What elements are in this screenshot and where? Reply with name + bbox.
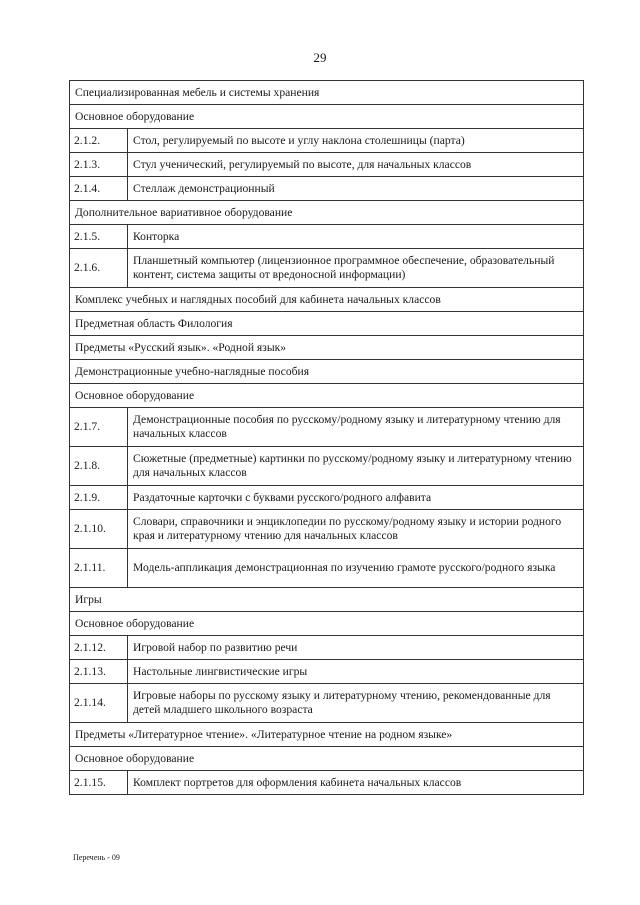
item-number: 2.1.12. [70,636,128,660]
table-row [70,447,584,486]
section-title: Основное оборудование [70,612,584,636]
item-description: Стеллаж демонстрационный [128,177,584,201]
item-description: Комплект портретов для оформления кабинета начальных классов [128,771,584,795]
section-header-row [70,201,584,225]
section-title: Основное оборудование [70,747,584,771]
item-description: Модель-аппликация демонстрационная по изучению грамоте русского/родного языка [128,549,584,588]
item-description: Игровые наборы по русскому языку и литературному чтению, рекомендованные для детей младшего школьного возраста [128,684,584,723]
item-number: 2.1.9. [70,486,128,510]
item-description: Конторка [128,225,584,249]
section-header-row [70,612,584,636]
section-header-row [70,288,584,312]
section-header-row [70,81,584,105]
section-title: Предметы «Литературное чтение». «Литературное чтение на родном языке» [70,723,584,747]
item-description: Демонстрационные пособия по русскому/родному языку и литературному чтению для начальных классов [128,408,584,447]
section-title: Основное оборудование [70,105,584,129]
item-number: 2.1.3. [70,153,128,177]
table-row [70,486,584,510]
item-number: 2.1.8. [70,447,128,486]
section-header-row [70,588,584,612]
item-description: Планшетный компьютер (лицензионное программное обеспечение, образовательный контент, система защиты от вредоносной информации) [128,249,584,288]
item-number: 2.1.15. [70,771,128,795]
table-row [70,153,584,177]
table-row [70,408,584,447]
table-row [70,636,584,660]
section-header-row [70,105,584,129]
table-row [70,660,584,684]
item-number: 2.1.11. [70,549,128,588]
item-description: Игровой набор по развитию речи [128,636,584,660]
item-number: 2.1.4. [70,177,128,201]
page-number: 29 [313,50,327,65]
section-title: Специализированная мебель и системы хранения [70,81,584,105]
item-number: 2.1.14. [70,684,128,723]
item-number: 2.1.2. [70,129,128,153]
section-title: Предметная область Филология [70,312,584,336]
table-row [70,771,584,795]
table-row [70,510,584,549]
item-number: 2.1.10. [70,510,128,549]
equipment-table [69,80,584,795]
section-title: Игры [70,588,584,612]
footer-label: Перечень - 09 [73,853,120,862]
table-row [70,177,584,201]
item-description: Настольные лингвистические игры [128,660,584,684]
table-row [70,249,584,288]
section-header-row [70,360,584,384]
section-title: Основное оборудование [70,384,584,408]
table-row [70,129,584,153]
item-description: Словари, справочники и энциклопедии по русскому/родному языку и истории родного края и литературному чтению для начальных классов [128,510,584,549]
item-description: Стол, регулируемый по высоте и углу наклона столешницы (парта) [128,129,584,153]
item-description: Раздаточные карточки с буквами русского/родного алфавита [128,486,584,510]
section-header-row [70,723,584,747]
section-header-row [70,747,584,771]
section-title: Дополнительное вариативное оборудование [70,201,584,225]
section-title: Демонстрационные учебно-наглядные пособия [70,360,584,384]
section-header-row [70,384,584,408]
section-title: Предметы «Русский язык». «Родной язык» [70,336,584,360]
section-header-row [70,312,584,336]
item-description: Стул ученический, регулируемый по высоте, для начальных классов [128,153,584,177]
item-number: 2.1.6. [70,249,128,288]
item-number: 2.1.13. [70,660,128,684]
item-description: Сюжетные (предметные) картинки по русскому/родному языку и литературному чтению для начальных классов [128,447,584,486]
table-row [70,549,584,588]
item-number: 2.1.7. [70,408,128,447]
table-row [70,684,584,723]
table-row [70,225,584,249]
section-header-row [70,336,584,360]
section-title: Комплекс учебных и наглядных пособий для кабинета начальных классов [70,288,584,312]
item-number: 2.1.5. [70,225,128,249]
